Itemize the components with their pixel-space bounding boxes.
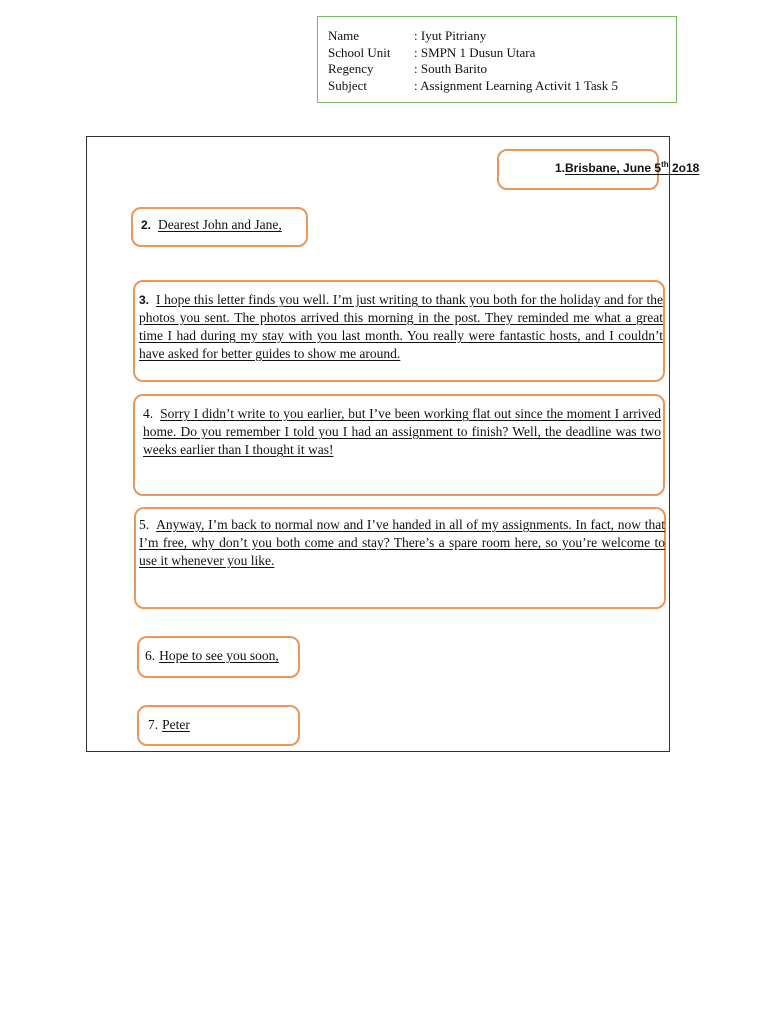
paragraph-number: 3.: [139, 293, 150, 307]
info-label: School Unit: [328, 44, 391, 60]
signature-number: 7.: [148, 717, 159, 732]
closing-number: 6.: [145, 648, 156, 663]
letter-signature: [148, 716, 190, 734]
info-row-name: [328, 28, 676, 45]
letter-paragraph-4: [143, 405, 661, 459]
info-label: Subject: [328, 77, 367, 93]
info-row-school: [328, 45, 676, 62]
info-label: Name: [328, 28, 360, 43]
info-row-subject: [328, 78, 676, 95]
paragraph-number: 4.: [143, 406, 154, 421]
paragraph-number: 5.: [139, 517, 150, 532]
greeting-text: Dearest John and Jane,: [158, 217, 282, 232]
letter-greeting: [141, 216, 282, 234]
info-value: : Iyut Pitriany: [414, 28, 487, 43]
date-number: 1.: [555, 161, 566, 175]
signature-text: Peter: [162, 717, 190, 732]
info-value: : Assignment Learning Activit 1 Task 5: [414, 77, 618, 93]
letter-date: [555, 160, 699, 175]
info-label: Regency: [328, 61, 374, 76]
info-value: : South Barito: [414, 61, 487, 76]
closing-text: Hope to see you soon,: [159, 648, 279, 663]
student-info-box: [317, 16, 677, 103]
date-superscript: th: [661, 160, 669, 169]
greeting-number: 2.: [141, 218, 152, 232]
letter-closing: [145, 647, 279, 665]
paragraph-text: I hope this letter finds you well. I’m just writing to thank you both for the holiday and for the photos you sent. The photos arrived this morning in the post. They reminded me what a great time I had during my stay with you last month. You really were fantastic hosts, and I couldn’t have asked for better guides to show me around.: [139, 292, 663, 361]
info-row-regency: [328, 61, 676, 78]
date-text: Brisbane, June 5th 2o18: [565, 160, 700, 175]
paragraph-text: Anyway, I’m back to normal now and I’ve handed in all of my assignments. In fact, now that I’m free, why don’t you both come and stay? There’s a spare room here, so you’re welcome to use it whenever you like.: [139, 517, 665, 568]
paragraph-text: Sorry I didn’t write to you earlier, but I’ve been working flat out since the moment I arrived home. Do you remember I told you I had an assignment to finish? Well, the deadline was two weeks earlier than I thought it was!: [143, 406, 661, 457]
letter-paragraph-5: [139, 516, 665, 570]
letter-paragraph-3: [139, 291, 663, 363]
info-value: : SMPN 1 Dusun Utara: [414, 44, 536, 60]
